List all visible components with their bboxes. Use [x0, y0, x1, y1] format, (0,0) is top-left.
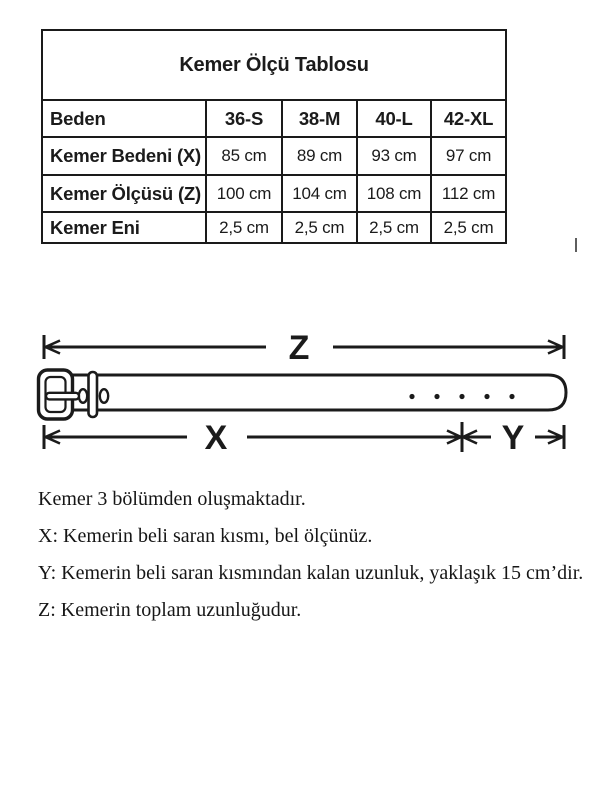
x-dimension-arrow	[44, 419, 461, 457]
size-column-header: 38-M	[282, 100, 357, 137]
table-row	[42, 212, 506, 243]
table-cell: 2,5 cm	[206, 212, 282, 243]
row-label: Kemer Eni	[42, 212, 206, 243]
table-cell: 2,5 cm	[282, 212, 357, 243]
stray-scan-mark	[575, 238, 577, 252]
belt-size-table	[41, 29, 507, 244]
note-line: Kemer 3 bölümden oluşmaktadır.	[38, 488, 306, 510]
table-title-row	[42, 30, 506, 100]
note-line: X: Kemerin beli saran kısmı, bel ölçünüz.	[38, 525, 373, 547]
x-label: X	[204, 419, 228, 457]
belt-strap	[60, 375, 566, 410]
table-cell: 100 cm	[206, 175, 282, 212]
row-label: Kemer Bedeni (X)	[42, 137, 206, 175]
note-line: Y: Kemerin beli saran kısmından kalan uzunluk, yaklaşık 15 cm’dir.	[38, 562, 584, 584]
size-column-header: 36-S	[206, 100, 282, 137]
header-row-label: Beden	[42, 100, 206, 137]
table-cell: 104 cm	[282, 175, 357, 212]
z-label: Z	[288, 329, 310, 367]
table-cell: 112 cm	[431, 175, 506, 212]
table-header-row	[42, 100, 506, 137]
table-row	[42, 137, 506, 175]
table-cell: 89 cm	[282, 137, 357, 175]
table-cell: 97 cm	[431, 137, 506, 175]
note-line: Z: Kemerin toplam uzunluğudur.	[38, 599, 302, 621]
table-row	[42, 175, 506, 212]
table-title: Kemer Ölçü Tablosu	[42, 30, 506, 100]
table-cell: 2,5 cm	[431, 212, 506, 243]
buckle-prong	[46, 393, 79, 400]
table-cell: 85 cm	[206, 137, 282, 175]
size-column-header: 40-L	[357, 100, 431, 137]
row-label: Kemer Ölçüsü (Z)	[42, 175, 206, 212]
z-dimension-arrow	[44, 329, 564, 367]
belt-buckle	[39, 370, 80, 419]
table-cell: 108 cm	[357, 175, 431, 212]
y-dimension-arrow	[462, 419, 564, 457]
size-column-header: 42-XL	[431, 100, 506, 137]
y-label: Y	[501, 419, 525, 457]
belt-measurement-diagram	[0, 325, 600, 475]
table-cell: 93 cm	[357, 137, 431, 175]
table-cell: 2,5 cm	[357, 212, 431, 243]
measurement-notes	[38, 481, 583, 629]
